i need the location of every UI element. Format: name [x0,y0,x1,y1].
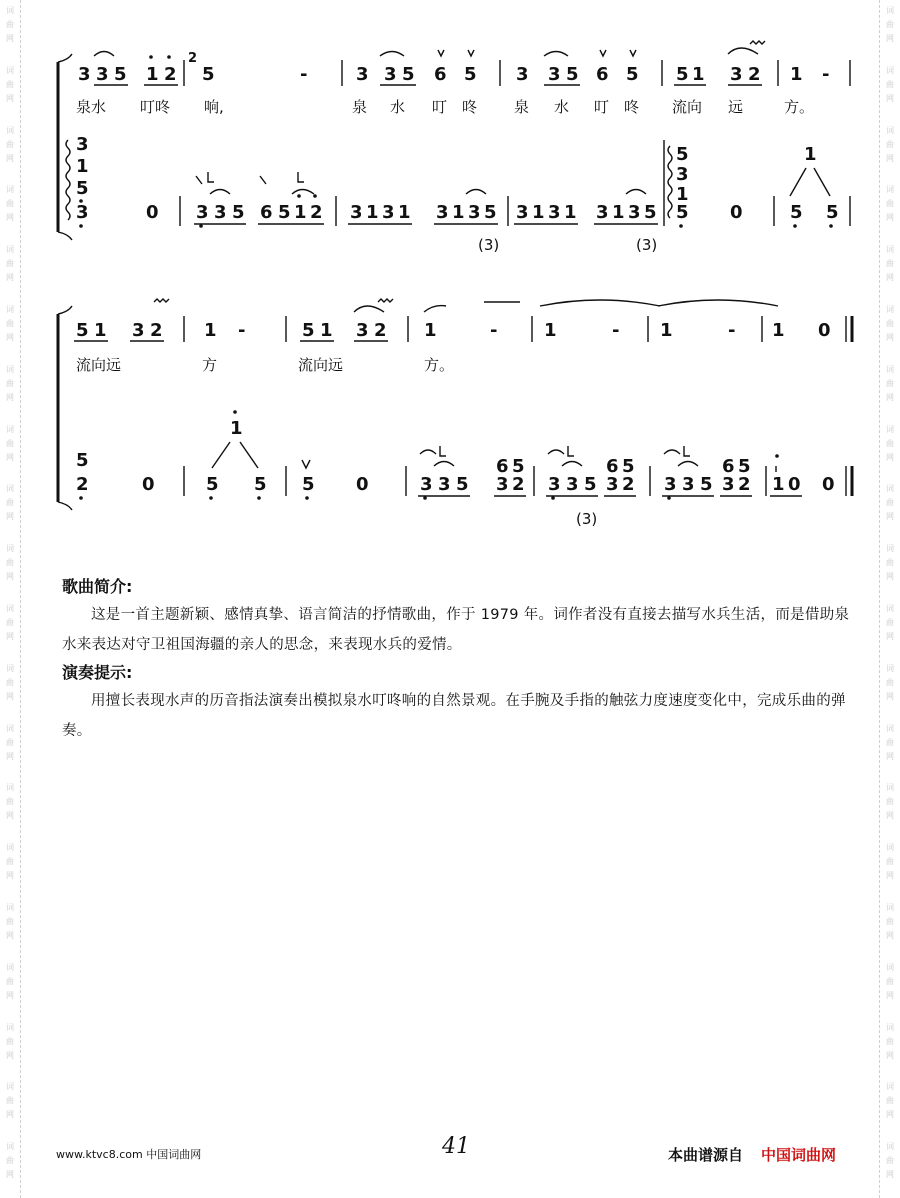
watermark-char: 网 [886,631,894,641]
watermark-char: 词 [886,245,894,255]
watermark-char: 网 [886,751,894,761]
svg-text:2: 2 [748,64,761,85]
watermark-char: 曲 [886,498,894,508]
watermark-char: 曲 [886,199,894,209]
triplet-mark: (3) [576,510,598,528]
watermark-char: 曲 [886,139,894,149]
watermark-char: 曲 [6,1156,14,1166]
watermark-char: 网 [886,1110,894,1120]
svg-text:3: 3 [420,474,433,495]
svg-text:6: 6 [434,64,447,85]
svg-text:3: 3 [356,320,369,341]
watermark-char: 词 [886,723,894,733]
svg-text:0: 0 [822,474,835,495]
lyric: 水 [390,98,406,116]
svg-text:3: 3 [730,64,743,85]
watermark-char: 曲 [886,1096,894,1106]
svg-text:2: 2 [310,202,323,223]
lyric: 泉 [352,98,368,116]
watermark-char: 词 [6,125,14,135]
svg-text:1: 1 [612,202,625,223]
svg-text:5: 5 [278,202,291,223]
watermark-char: 词 [6,962,14,972]
watermark-char: 曲 [886,20,894,29]
lyric: 响, [204,98,224,116]
system-2 [58,299,852,528]
watermark-char: 词 [6,185,14,195]
svg-text:3: 3 [548,474,561,495]
watermark-char: 词 [6,424,14,434]
watermark-char: 词 [6,783,14,793]
svg-text:0: 0 [818,320,831,341]
watermark-char: 词 [6,364,14,374]
svg-text:3: 3 [76,202,89,223]
svg-text:5: 5 [114,64,127,85]
svg-text:3: 3 [468,202,481,223]
watermark-char: 词 [6,1082,14,1092]
svg-text:1: 1 [424,320,437,341]
watermark-char: 曲 [6,259,14,269]
svg-text:1: 1 [544,320,557,341]
svg-text:1: 1 [790,64,803,85]
svg-text:6: 6 [260,202,273,223]
watermark-char: 网 [6,213,14,223]
watermark-char: 曲 [886,737,894,747]
watermark-char: 网 [6,811,14,821]
svg-text:5: 5 [566,64,579,85]
svg-text:5: 5 [644,202,657,223]
watermark-char: 曲 [6,916,14,926]
watermark-char: 曲 [6,857,14,867]
svg-text:3: 3 [356,64,369,85]
lyric: 叮 [432,98,448,116]
watermark-char: 词 [6,304,14,314]
watermark-char: 词 [6,1142,14,1152]
svg-text:-: - [238,320,246,341]
svg-text:1: 1 [76,156,89,177]
lyric: 叮 [594,98,610,116]
svg-text:5: 5 [790,202,803,223]
svg-text:3: 3 [664,474,677,495]
svg-text:1: 1 [204,320,217,341]
watermark-char: 曲 [6,737,14,747]
watermark-char: 曲 [886,438,894,448]
watermark-char: 网 [6,93,14,103]
watermark-char: 词 [886,6,894,15]
svg-text:0: 0 [788,474,801,495]
watermark-char: 词 [886,663,894,673]
svg-text:1: 1 [94,320,107,341]
svg-text:3: 3 [78,64,91,85]
svg-text:3: 3 [382,202,395,223]
watermark-char: 曲 [6,139,14,149]
svg-text:5: 5 [232,202,245,223]
svg-text:5: 5 [676,202,689,223]
watermark-char: 曲 [6,677,14,687]
watermark-char: 词 [886,783,894,793]
lyric: 水 [554,98,570,116]
svg-text:1: 1 [772,320,785,341]
watermark-char: 曲 [6,1096,14,1106]
watermark-char: 曲 [886,79,894,89]
watermark-char: 词 [6,843,14,853]
svg-text:1: 1 [146,64,159,85]
svg-text:5: 5 [676,64,689,85]
tips-text: 用擅长表现水声的历音指法演奏出模拟泉水叮咚响的自然景观。在手腕及手指的触弦力度速度变化中，完成乐曲的弹奏。 [62,693,846,739]
watermark-char: 网 [886,1170,894,1180]
svg-text:1: 1 [452,202,465,223]
watermark-char: 曲 [886,259,894,269]
svg-text:3: 3 [350,202,363,223]
svg-text:5: 5 [738,456,751,477]
watermark-char: 网 [6,34,14,43]
svg-text:6: 6 [722,456,735,477]
watermark-char: 网 [886,990,894,1000]
watermark-char: 词 [886,65,894,75]
svg-text:5: 5 [206,474,219,495]
watermark-char: 曲 [6,617,14,627]
watermark-char: 网 [6,392,14,402]
svg-text:1: 1 [230,418,243,439]
watermark-char: 词 [6,245,14,255]
watermark-char: 词 [886,843,894,853]
svg-text:2: 2 [164,64,177,85]
watermark-char: 网 [886,811,894,821]
watermark-char: 词 [886,544,894,554]
lyric: 方。 [784,98,815,116]
svg-text:1: 1 [398,202,411,223]
watermark-char: 曲 [886,558,894,568]
lyric: 远 [728,98,744,116]
svg-text:5: 5 [76,450,89,471]
svg-text:1: 1 [564,202,577,223]
watermark-char: 词 [6,6,14,15]
svg-text:3: 3 [438,474,451,495]
watermark-char: 网 [6,273,14,283]
lyric: 方。 [424,356,455,374]
watermark-char: 曲 [886,797,894,807]
page-footer [0,1134,900,1174]
watermark-char: 网 [886,34,894,43]
svg-text:3: 3 [76,134,89,155]
watermark-char: 词 [886,1082,894,1092]
watermark-char: 词 [886,603,894,613]
watermark-char: 网 [886,332,894,342]
music-score [0,0,900,540]
watermark-char: 网 [6,1170,14,1180]
watermark-char: 词 [886,304,894,314]
svg-text:0: 0 [356,474,369,495]
svg-text:5: 5 [76,320,89,341]
svg-text:5: 5 [202,64,215,85]
watermark-char: 网 [6,1050,14,1060]
svg-text:-: - [728,320,736,341]
svg-text:5: 5 [512,456,525,477]
triplet-mark: (3) [636,236,658,254]
watermark-char: 词 [6,484,14,494]
watermark-char: 曲 [6,976,14,986]
svg-text:5: 5 [302,474,315,495]
svg-text:0: 0 [146,202,159,223]
svg-text:3: 3 [436,202,449,223]
svg-text:1: 1 [660,320,673,341]
watermark-char: 网 [6,572,14,582]
watermark-char: 曲 [886,1156,894,1166]
tips-title: 演奏提示: [62,663,133,682]
source-brand[interactable]: 中国词曲网 [761,1146,837,1164]
watermark-char: 网 [886,1050,894,1060]
watermark-char: 曲 [886,976,894,986]
watermark-char: 曲 [6,797,14,807]
lyric: 流向远 [76,356,122,374]
watermark-char: 网 [886,691,894,701]
svg-text:3: 3 [606,474,619,495]
svg-text:0: 0 [730,202,743,223]
watermark-char: 网 [6,691,14,701]
watermark-char: 词 [886,1022,894,1032]
svg-text:3: 3 [566,474,579,495]
bracket-hook [58,54,72,240]
svg-text:5: 5 [700,474,713,495]
svg-text:3: 3 [722,474,735,495]
svg-text:3: 3 [196,202,209,223]
source-credit [668,1144,836,1165]
lyric: 方 [202,356,218,374]
svg-text:3: 3 [516,64,529,85]
svg-text:3: 3 [384,64,397,85]
watermark-char: 词 [6,544,14,554]
intro-text: 这是一首主题新颖、感情真挚、语言简洁的抒情歌曲，作于 1979 年。词作者没有直接去描写水兵生活，而是借助泉水来表达对守卫祖国海疆的亲人的思念，来表现水兵的爱情。 [62,607,850,653]
system-1 [58,41,850,254]
watermark-char: 网 [886,930,894,940]
lyric: 流向 [672,98,703,116]
watermark-char: 词 [6,65,14,75]
watermark-char: 词 [886,185,894,195]
watermark-char: 网 [6,452,14,462]
svg-text:5: 5 [402,64,415,85]
watermark-char: 曲 [6,1036,14,1046]
score-svg [0,0,900,540]
svg-text:1: 1 [692,64,705,85]
svg-text:5: 5 [622,456,635,477]
svg-text:3: 3 [496,474,509,495]
svg-text:1: 1 [366,202,379,223]
watermark-char: 曲 [6,378,14,388]
watermark-char: 曲 [886,677,894,687]
intro-title: 歌曲简介: [62,577,133,596]
watermark-char: 曲 [886,916,894,926]
svg-text:5: 5 [254,474,267,495]
svg-text:3: 3 [596,202,609,223]
watermark-char: 网 [6,512,14,522]
svg-text:3: 3 [96,64,109,85]
watermark-char: 网 [6,631,14,641]
svg-text:6: 6 [496,456,509,477]
watermark-char: 网 [886,392,894,402]
footer-site-link[interactable]: www.ktvc8.com 中国词曲网 [56,1148,202,1161]
watermark-char: 曲 [6,199,14,209]
watermark-char: 曲 [886,318,894,328]
svg-text:3: 3 [516,202,529,223]
svg-text:2: 2 [622,474,635,495]
svg-text:5: 5 [76,178,89,199]
watermark-char: 曲 [6,498,14,508]
watermark-char: 网 [886,153,894,163]
svg-text:5: 5 [626,64,639,85]
watermark-char: 网 [886,452,894,462]
watermark-char: 网 [886,273,894,283]
watermark-char: 曲 [886,857,894,867]
svg-text:5: 5 [464,64,477,85]
svg-text:2: 2 [512,474,525,495]
watermark-char: 词 [886,424,894,434]
watermark-char: 网 [886,572,894,582]
watermark-char: 网 [6,332,14,342]
watermark-char: 网 [886,93,894,103]
svg-text:1: 1 [804,144,817,165]
triplet-mark: (3) [478,236,500,254]
time-signature: 2 [188,51,198,66]
svg-text:-: - [822,64,830,85]
watermark-char: 曲 [6,79,14,89]
svg-text:3: 3 [628,202,641,223]
watermark-char: 网 [6,871,14,881]
watermark-char: 曲 [886,1036,894,1046]
watermark-char: 词 [6,902,14,912]
svg-text:1: 1 [676,184,689,205]
watermark-char: 词 [886,902,894,912]
svg-text:6: 6 [606,456,619,477]
svg-text:3: 3 [548,202,561,223]
source-label: 本曲谱源自 [668,1146,744,1164]
lyric: 泉 [514,98,530,116]
watermark-char: 网 [886,213,894,223]
svg-text:2: 2 [374,320,387,341]
watermark-char: 网 [6,930,14,940]
svg-text:5: 5 [676,144,689,165]
svg-text:0: 0 [142,474,155,495]
watermark-char: 曲 [6,20,14,29]
watermark-char: 网 [6,990,14,1000]
lyric: 咚 [462,98,478,116]
svg-text:1: 1 [532,202,545,223]
watermark-char: 曲 [886,378,894,388]
svg-text:2: 2 [738,474,751,495]
svg-text:1: 1 [320,320,333,341]
watermark-char: 词 [6,663,14,673]
svg-text:5: 5 [456,474,469,495]
watermark-char: 网 [886,512,894,522]
watermark-char: 曲 [6,318,14,328]
lyric: 咚 [624,98,640,116]
svg-text:2: 2 [150,320,163,341]
svg-text:6: 6 [596,64,609,85]
watermark-char: 词 [6,1022,14,1032]
lyric: 叮咚 [140,98,171,116]
svg-text:3: 3 [548,64,561,85]
watermark-char: 词 [886,962,894,972]
watermark-char: 曲 [6,558,14,568]
watermark-char: 网 [6,751,14,761]
watermark-char: 词 [6,603,14,613]
svg-text:5: 5 [584,474,597,495]
svg-text:3: 3 [682,474,695,495]
svg-text:3: 3 [132,320,145,341]
watermark-char: 曲 [886,617,894,627]
lyric: 流向远 [298,356,344,374]
svg-text:1: 1 [772,474,785,495]
svg-text:1: 1 [294,202,307,223]
svg-text:-: - [490,320,498,341]
watermark-char: 网 [886,871,894,881]
watermark-char: 词 [886,484,894,494]
svg-text:-: - [612,320,620,341]
page-number: 41 [442,1134,470,1159]
lyric: 泉水 [76,98,107,116]
watermark-char: 词 [886,125,894,135]
watermark-char: 词 [886,1142,894,1152]
song-intro [62,574,862,746]
svg-text:3: 3 [214,202,227,223]
watermark-char: 词 [886,364,894,374]
svg-text:3: 3 [676,164,689,185]
watermark-char: 网 [6,1110,14,1120]
watermark-char: 曲 [6,438,14,448]
svg-text:-: - [300,64,308,85]
svg-text:5: 5 [302,320,315,341]
svg-text:2: 2 [76,474,89,495]
svg-text:5: 5 [826,202,839,223]
watermark-char: 词 [6,723,14,733]
watermark-char: 网 [6,153,14,163]
svg-text:5: 5 [484,202,497,223]
